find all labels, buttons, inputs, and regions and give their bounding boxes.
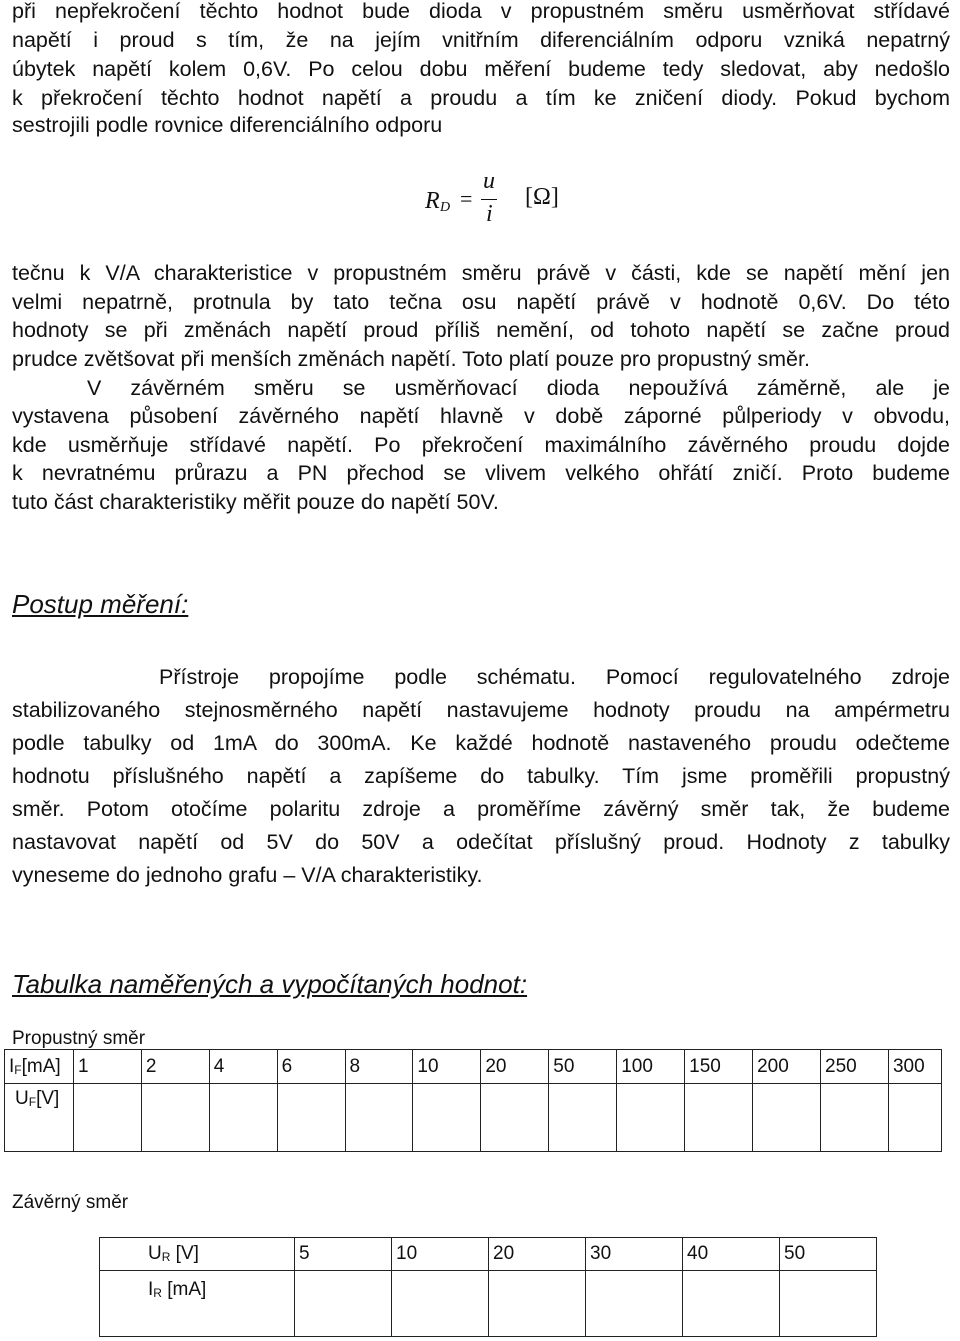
table-cell-empty (888, 1084, 941, 1152)
table-cell: 50 (780, 1238, 877, 1271)
table-cell-empty (683, 1271, 780, 1337)
table-cell-empty (277, 1084, 345, 1152)
section-heading-procedure: Postup měření: (12, 589, 189, 619)
table-cell-empty (586, 1271, 683, 1337)
paragraph2-line: prudce zvětšovat při menších změnách napětí. Toto platí pouze pro propustný směr. (12, 347, 810, 371)
table-cell-empty (392, 1271, 489, 1337)
procedure-line: směr. Potom otočíme polaritu zdroje a proměříme závěrný směr tak, že budeme (12, 797, 950, 821)
formula-lhs: R (425, 188, 440, 214)
formula-numerator: u (483, 168, 495, 194)
section-heading-table: Tabulka naměřených a vypočítaných hodnot: (12, 969, 528, 999)
table-row (100, 1271, 877, 1337)
paragraph1-line: úbytek napětí kolem 0,6V. Po celou dobu měření budeme tedy sledovat, aby nedošlo (12, 57, 950, 81)
table-cell-empty (780, 1271, 877, 1337)
table-row (100, 1238, 877, 1271)
table-cell-empty (489, 1271, 586, 1337)
reverse-table-caption: Závěrný směr (12, 1192, 129, 1213)
table-cell: 2 (141, 1050, 209, 1084)
table-cell: 200 (753, 1050, 821, 1084)
table-cell-empty (549, 1084, 617, 1152)
differential-resistance-formula (422, 170, 582, 230)
paragraph2-line: velmi nepatrně, protnula by tato tečna osu napětí právě v hodnotě 0,6V. Do této (12, 290, 950, 314)
paragraph1-line: napětí i proud s tím, že na jejím vnitřním diferenciálním odporu vzniká nepatrný (12, 28, 950, 52)
procedure-line: hodnotu příslušného napětí a zapíšeme do tabulky. Tím jsme proměřili propustný (12, 764, 950, 788)
table-cell: 150 (685, 1050, 753, 1084)
table-cell: 20 (489, 1238, 586, 1271)
table-row-header: $I_F[mA]$ (5, 1050, 74, 1084)
paragraph2-line: tečnu k V/A charakteristice v propustném směru právě v části, kde se napětí mění jen (12, 261, 950, 285)
table-row-header: $I_R$ [mA] (100, 1271, 295, 1337)
formula-lhs-subscript: D (440, 200, 451, 215)
table-cell: 1 (73, 1050, 141, 1084)
table-cell-empty (413, 1084, 481, 1152)
table-cell: 100 (617, 1050, 685, 1084)
forward-table-caption: Propustný směr (12, 1028, 146, 1049)
table-cell-empty (753, 1084, 821, 1152)
forward-direction-table (4, 1049, 942, 1152)
table-cell: 30 (586, 1238, 683, 1271)
table-cell-empty (617, 1084, 685, 1152)
paragraph3-line: kde usměrňuje střídavé napětí. Po překročení maximálního závěrného proudu dojde (12, 433, 950, 457)
table-cell: 40 (683, 1238, 780, 1271)
procedure-line: nastavovat napětí od 5V do 50V a odečítat příslušný proud. Hodnoty z tabulky (12, 830, 950, 854)
table-cell: 5 (295, 1238, 392, 1271)
formula-unit: [Ω] (525, 184, 559, 210)
paragraph3-line: vystavena působení závěrného napětí hlavně v době záporné půlperiody v obvodu, (12, 404, 950, 428)
table-cell: 250 (821, 1050, 889, 1084)
table-cell: 8 (345, 1050, 413, 1084)
paragraph1-line: sestrojili podle rovnice diferenciálního odporu (12, 113, 443, 137)
formula-equals: = (460, 186, 473, 211)
table-cell-empty (73, 1084, 141, 1152)
paragraph3-line: tuto část charakteristiky měřit pouze do napětí 50V. (12, 490, 499, 514)
procedure-line: vyneseme do jednoho grafu – V/A charakteristiky. (12, 863, 483, 887)
table-cell: 20 (481, 1050, 549, 1084)
procedure-line: stabilizovaného stejnosměrného napětí nastavujeme hodnoty proudu na ampérmetru (12, 698, 950, 722)
formula-fraction-bar (481, 199, 497, 200)
paragraph3-line: V závěrném směru se usměrňovací dioda nepoužívá záměrně, ale je (87, 376, 950, 400)
table-cell: 10 (413, 1050, 481, 1084)
table-cell: 10 (392, 1238, 489, 1271)
table-cell-empty (141, 1084, 209, 1152)
procedure-line: Přístroje propojíme podle schématu. Pomocí regulovatelného zdroje (159, 665, 950, 689)
table-cell-empty (481, 1084, 549, 1152)
table-cell: 6 (277, 1050, 345, 1084)
table-row (5, 1050, 942, 1084)
table-cell-empty (345, 1084, 413, 1152)
table-cell-empty (295, 1271, 392, 1337)
table-cell-empty (209, 1084, 277, 1152)
formula-denominator: i (486, 201, 493, 227)
table-cell: 300 (888, 1050, 941, 1084)
procedure-line: podle tabulky od 1mA do 300mA. Ke každé hodnotě nastaveného proudu odečteme (12, 731, 950, 755)
table-row-header: $U_F[V]$ (5, 1084, 74, 1152)
table-cell: 50 (549, 1050, 617, 1084)
paragraph1-line: k překročení těchto hodnot napětí a proudu a tím ke zničení diody. Pokud bychom (12, 86, 950, 110)
table-cell-empty (685, 1084, 753, 1152)
reverse-direction-table (99, 1237, 877, 1337)
paragraph2-line: hodnoty se při změnách napětí proud příliš nemění, od tohoto napětí se začne proud (12, 318, 950, 342)
paragraph1-line: při nepřekročení těchto hodnot bude dioda v propustném směru usměrňovat střídavé (12, 0, 950, 23)
table-cell: 4 (209, 1050, 277, 1084)
table-row-header: $U_R$ [V] (100, 1238, 295, 1271)
paragraph3-line: k nevratnému průrazu a PN přechod se vlivem velkého ohřátí zničí. Proto budeme (12, 461, 950, 485)
table-row (5, 1084, 942, 1152)
table-cell-empty (821, 1084, 889, 1152)
